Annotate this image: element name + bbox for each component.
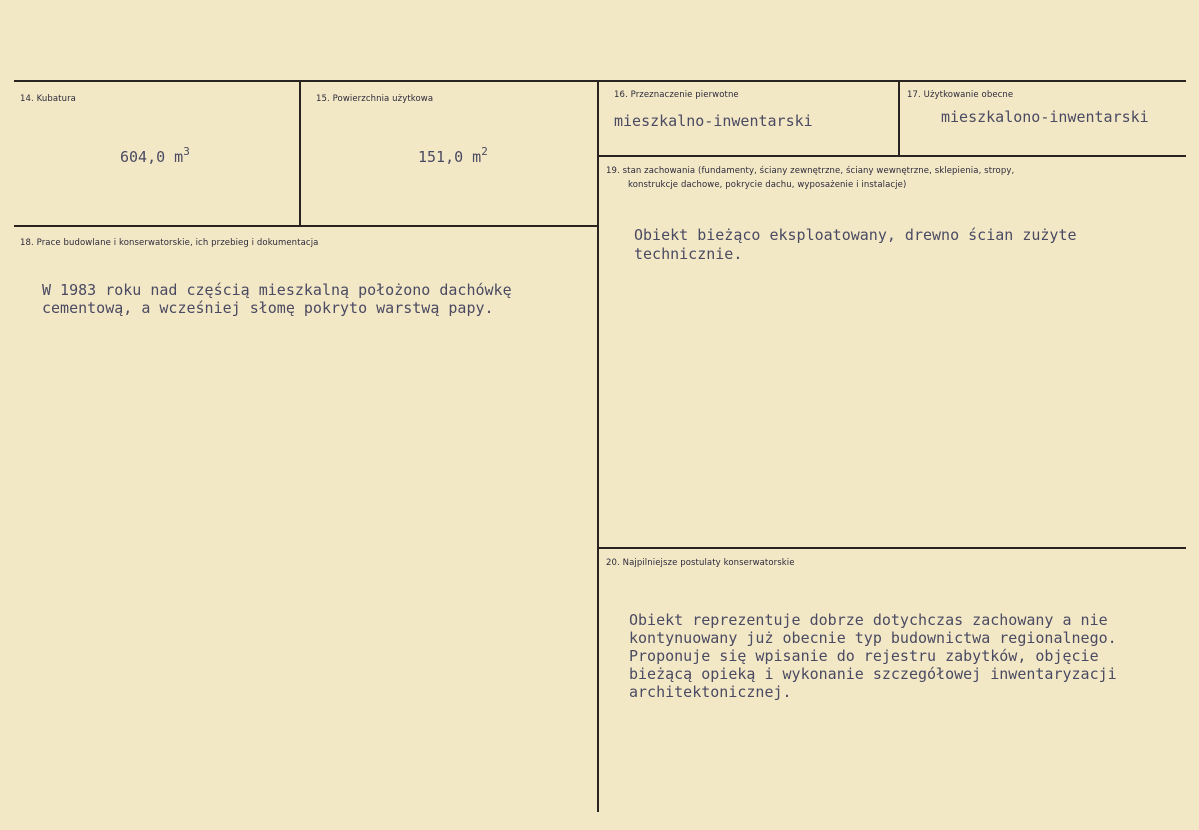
stan-line-1: Obiekt bieżąco eksploatowany, drewno ścian zużyte bbox=[634, 226, 1077, 244]
prace-label: 18. Prace budowlane i konserwatorskie, ich przebieg i dokumentacja bbox=[20, 238, 319, 248]
stan-label-line-2: konstrukcje dachowe, pokrycie dachu, wyposażenie i instalacje) bbox=[628, 180, 907, 190]
postulaty-label: 20. Najpilniejsze postulaty konserwatorskie bbox=[606, 558, 795, 568]
stan-line-2: technicznie. bbox=[634, 245, 743, 263]
line-under-14-15 bbox=[14, 225, 598, 227]
kubatura-exponent: 3 bbox=[183, 145, 190, 158]
postulaty-line-1: Obiekt reprezentuje dobrze dotychczas zachowany a nie bbox=[629, 611, 1108, 629]
postulaty-line-2: kontynuowany już obecnie typ budownictwa regionalnego. bbox=[629, 629, 1117, 647]
powierzchnia-number: 151,0 m bbox=[418, 148, 482, 166]
postulaty-line-4: bieżącą opieką i wykonanie szczegółowej inwentaryzacji bbox=[629, 665, 1117, 683]
stan-label-line-1: 19. stan zachowania (fundamenty, ściany zewnętrzne, ściany wewnętrzne, sklepienia, stropy, bbox=[606, 166, 1015, 176]
prace-line-1: W 1983 roku nad częścią mieszkalną położono dachówkę bbox=[42, 281, 512, 299]
postulaty-line-5: architektonicznej. bbox=[629, 683, 792, 701]
przeznaczenie-value: mieszkalno-inwentarski bbox=[614, 112, 813, 130]
top-border-line bbox=[14, 80, 1186, 82]
divider-center bbox=[597, 82, 599, 812]
powierzchnia-exponent: 2 bbox=[481, 145, 488, 158]
kubatura-value bbox=[120, 142, 190, 167]
divider-14-15 bbox=[299, 82, 301, 227]
prace-line-2: cementową, a wcześniej słomę pokryto warstwą papy. bbox=[42, 299, 494, 317]
kubatura-number: 604,0 m bbox=[120, 148, 184, 166]
line-under-16-17 bbox=[598, 155, 1186, 157]
divider-16-17 bbox=[898, 82, 900, 155]
przeznaczenie-label: 16. Przeznaczenie pierwotne bbox=[614, 90, 739, 100]
postulaty-line-3: Proponuje się wpisanie do rejestru zabytków, objęcie bbox=[629, 647, 1099, 665]
powierzchnia-value bbox=[418, 142, 488, 167]
line-above-20 bbox=[598, 547, 1186, 549]
kubatura-label: 14. Kubatura bbox=[20, 94, 76, 104]
uzytkowanie-label: 17. Użytkowanie obecne bbox=[907, 90, 1014, 100]
uzytkowanie-value: mieszkalono-inwentarski bbox=[941, 108, 1149, 126]
powierzchnia-label: 15. Powierzchnia użytkowa bbox=[316, 94, 434, 104]
